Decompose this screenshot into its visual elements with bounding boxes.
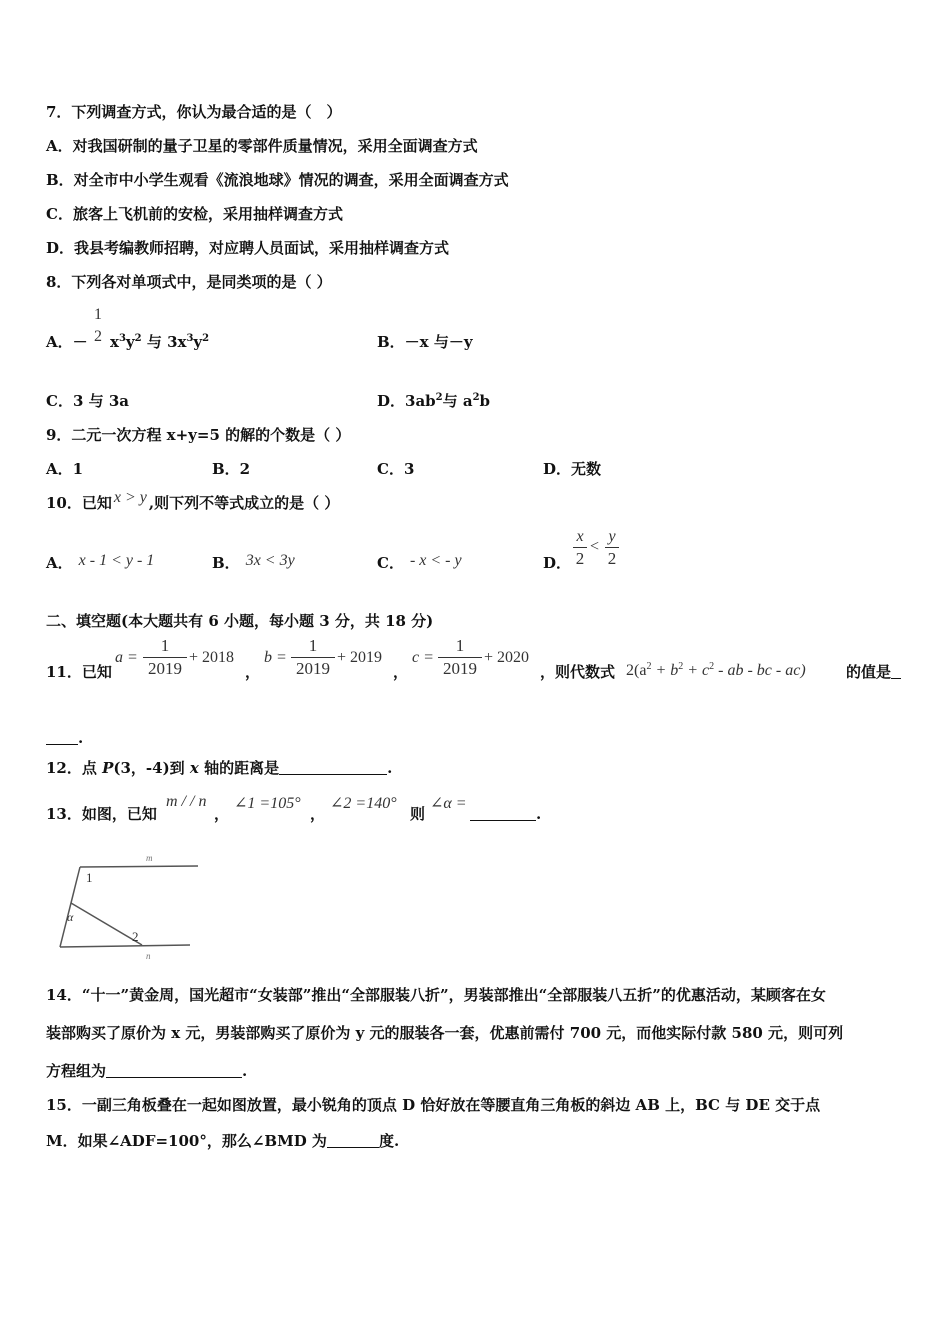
q11-a-bar [143,657,187,658]
q10-a-expr: x - 1 < y - 1 [78,552,155,569]
q11-b-rhs: + 2019 [337,649,383,666]
q13-angle-2: ∠2 =140° [330,795,397,812]
q11-b-fraction [291,636,335,679]
q13-tail: . [536,805,542,823]
q12-point: P [102,759,114,777]
q10-stem-pre: 10．已知 [46,494,112,512]
q11-a-lhs: a = [115,649,138,666]
q10-d-den2: 2 [607,549,617,568]
q11-expression [626,660,806,680]
q13-alpha: ∠α = [430,795,467,812]
q12-tail: . [387,759,393,777]
q12-pre: 12．点 [46,759,103,777]
q11-c-bar [438,657,482,658]
q12-x: x [189,759,199,777]
q10-stem [46,489,340,514]
q8-d-part3: b [479,392,491,410]
q13-answer [470,804,541,824]
figure-label-1: 1 [86,870,93,885]
q11-expr-1: 2(a [626,662,647,679]
q13-comma-1: ， [214,805,230,823]
q8-option-d [377,391,490,411]
q12-coords: (3，-4)到 [113,759,190,777]
q8-a-and: 与 3x [146,333,187,351]
q7-option-b: B．对全市中小学生观看《流浪地球》情况的调查，采用全面调查方式 [46,171,509,189]
q14-line-1: 14．“十一”黄金周，国光超市“女装部”推出“全部服装八折”，男装部推出“全部服装八五折”的优惠活动，某顾客在女 [46,986,826,1004]
q10-d-bar1 [573,547,587,548]
q11-comma-1: ， [245,663,261,681]
q11-expr-exp2: 2 [678,661,684,672]
q11-expr-4: - ab - bc - ac) [714,662,806,679]
q8-d-part1: D．3ab [377,392,436,410]
q11-a-den: 2019 [148,659,182,678]
q14-answer-blank[interactable] [106,1063,242,1078]
figure-label-n: n [146,951,151,961]
q10-condition: x > y [113,489,147,506]
line-m [80,866,198,867]
q13-parallel: m / / n [166,793,207,810]
q13-then: 则 [410,805,426,823]
q10-a-label: A． [46,554,73,572]
q8-option-a-expression [110,332,209,352]
q8-a-y2: y [193,333,203,351]
q8-d-part2: 与 a [442,392,473,410]
q8-a-y: y [125,333,135,351]
q11-c-fraction [438,636,482,679]
q11-post-text: 的值是 [846,663,892,681]
q11-mid: ，则代数式 [540,663,616,681]
q7-option-d: D．我县考编教师招聘，对应聘人员面试，采用抽样调查方式 [46,239,450,257]
q8-a-x: x [110,333,119,351]
q11-b-lhs: b = [264,649,287,666]
q11-answer-blank-1[interactable] [891,664,901,679]
q14-line-3-text: 方程组为 [46,1062,107,1080]
q11-comma-2: ， [393,663,409,681]
q9-option-c: C．3 [377,460,415,478]
q8-option-c: C．3 与 3a [46,392,129,410]
q11-b-num: 1 [308,636,318,655]
q10-b-label: B． [212,554,240,572]
q8-a-exp3b: 3 [186,333,194,344]
q9-option-d: D．无数 [543,460,602,478]
q10-d-num1: x [576,528,584,545]
q11-c-den: 2019 [443,659,477,678]
q9-option-a: A．1 [46,460,84,478]
q15-line-2-pre: M．如果∠ADF=100°，那么∠BMD 为 [46,1132,327,1150]
q8-a-exp2: 2 [134,333,142,344]
q8-a-exp2b: 2 [202,333,210,344]
figure-label-m: m [146,853,153,863]
q12 [46,758,392,778]
q10-option-b [212,553,295,574]
q11-post [846,662,901,682]
q13-pre: 13．如图，已知 [46,805,157,823]
q11-c-lhs: c = [412,649,434,666]
figure-label-alpha: α [67,910,74,924]
q13-angle-1: ∠1 =105° [234,795,301,812]
q8-a-frac-den: 2 [94,328,102,345]
q8-d-exp2: 2 [472,392,480,403]
q14-line-2: 装部购买了原价为 x 元，男装部购买了原价为 y 元的服装各一套，优惠前需付 700 元，而他实际付款 580 元，则可列 [46,1024,844,1042]
q8-option-a-label: A．－ [46,333,88,351]
q10-stem-post: ,则下列不等式成立的是（ ） [148,494,340,512]
q11-expr-3: + c [683,662,710,679]
q11-a-fraction [143,636,187,679]
section-2-heading: 二、填空题(本大题共有 6 小题，每小题 3 分，共 18 分) [46,612,434,630]
q11-answer-line [46,728,83,748]
q7-option-a: A．对我国研制的量子卫星的零部件质量情况，采用全面调查方式 [46,137,478,155]
q12-post: 轴的距离是 [198,759,280,777]
q10-d-lt: < [590,538,600,555]
q10-b-expr: 3x < 3y [245,552,295,569]
q11-c-rhs: + 2020 [484,649,530,666]
q8-option-b: B．－x 与－y [377,333,473,351]
q10-d-fraction-1 [573,528,587,569]
q11-a-num: 1 [160,636,170,655]
q10-c-label: C． [377,554,404,572]
q8-d-exp: 2 [435,392,443,403]
figure-label-2: 2 [132,929,139,944]
q8-a-frac-num: 1 [94,306,102,323]
q11-expr-exp3: 2 [709,661,715,672]
q11-b-bar [291,657,335,658]
q13-answer-blank[interactable] [470,806,536,821]
q10-option-d-label: D． [543,554,572,572]
q13-figure [52,846,204,962]
q14-tail: . [242,1062,248,1080]
q11-expr-2: + b [651,662,679,679]
q10-c-expr: - x < - y [409,552,462,569]
q12-answer-blank[interactable] [279,760,387,775]
q15-line-2 [46,1131,399,1151]
q10-option-a [46,553,154,574]
q8-stem: 8．下列各对单项式中，是同类项的是（ ） [46,273,332,291]
q11-expr-exp1: 2 [646,661,652,672]
q14-line-3 [46,1061,247,1081]
q11-a-rhs: + 2018 [189,649,235,666]
q15-answer-blank[interactable] [327,1133,379,1148]
q11-tail: . [78,729,84,747]
q11-answer-blank-2[interactable] [46,730,78,745]
q10-option-c [377,553,462,574]
q9-stem: 9．二元一次方程 x+y=5 的解的个数是（ ） [46,426,351,444]
q10-d-fraction-2 [605,528,619,569]
q10-d-bar2 [605,547,619,548]
q15-line-1: 15．一副三角板叠在一起如图放置，最小锐角的顶点 D 恰好放在等腰直角三角板的斜边 AB 上，BC 与 DE 交于点 [46,1096,821,1114]
q10-d-den1: 2 [575,549,585,568]
q11-c-num: 1 [455,636,465,655]
q11-pre: 11．已知 [46,663,112,681]
q8-a-exp3: 3 [118,333,126,344]
q10-d-num2: y [608,528,616,545]
q11-b-den: 2019 [296,659,330,678]
q7-option-c: C．旅客上飞机前的安检，采用抽样调查方式 [46,205,343,223]
q8-option-a-fraction [91,306,105,346]
line-n [60,945,190,947]
q9-option-b: B．2 [212,460,251,478]
q15-line-2-post: 度. [378,1132,400,1150]
q13-comma-2: ， [310,805,326,823]
q7-stem: 7．下列调查方式，你认为最合适的是（ ） [46,103,342,121]
